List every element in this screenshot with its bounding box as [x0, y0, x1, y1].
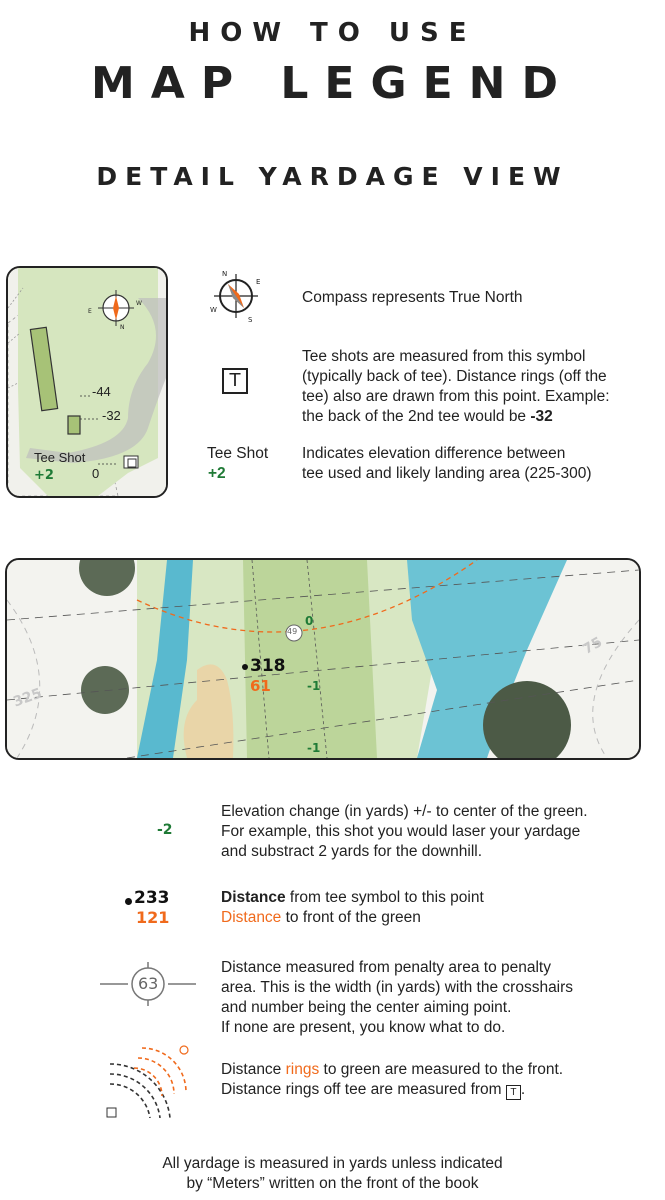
svg-text:W: W: [210, 306, 217, 314]
tee-shot-description-line-2: tee used and likely landing area (225-300): [302, 465, 592, 482]
fairway-elev-minus1-a: -1: [307, 679, 321, 693]
inset-tee-shot-elevation: +2: [34, 468, 54, 483]
tee-shot-value: +2: [208, 465, 226, 482]
distance-line-2-rest: to front of the green: [281, 909, 421, 926]
rings-line-2-text: Distance rings off tee are measured from: [221, 1081, 506, 1098]
tee-shot-description-line-1: Indicates elevation difference between: [302, 445, 566, 462]
rings-tee-symbol: T: [506, 1085, 521, 1100]
rings-description: [221, 1060, 641, 1100]
distance-dot-icon: [125, 898, 132, 905]
fairway-dist-318: 318: [250, 656, 286, 676]
rings-word: rings: [285, 1061, 320, 1078]
rings-description-line-1: [221, 1060, 641, 1080]
distance-word-1: Distance: [221, 889, 286, 906]
penalty-description-line-1: Distance measured from penalty area to penalty: [221, 959, 551, 976]
rings-line-1-rest: to green are measured to the front.: [319, 1061, 564, 1078]
svg-text:S: S: [248, 316, 253, 324]
inset-compass-e: E: [88, 308, 92, 315]
distance-description-line-2: [221, 908, 641, 928]
footer-note: [0, 1154, 665, 1194]
rings-line-2-end: .: [520, 1081, 526, 1098]
tee-description-line-2: (typically back of tee). Distance rings (off the: [302, 368, 607, 385]
penalty-description: [221, 958, 641, 1038]
footer-line-1: All yardage is measured in yards unless indicated: [162, 1155, 503, 1172]
distance-line-1-rest: from tee symbol to this point: [285, 889, 484, 906]
elevation-description: [221, 802, 641, 862]
penalty-value-63: 63: [138, 974, 159, 993]
fairway-elev-minus1-b: -1: [307, 741, 321, 755]
footer-line-2: by “Meters” written on the front of the book: [186, 1175, 479, 1192]
inset-dist-44: -44: [92, 384, 111, 399]
title-how-to-use: HOW TO USE: [188, 18, 477, 48]
distance-description: [221, 888, 641, 928]
svg-text:N: N: [222, 270, 228, 278]
tee-description: [302, 347, 652, 427]
elevation-description-line-3: and substract 2 yards for the downhill.: [221, 843, 483, 860]
distance-description-line-1: [221, 888, 641, 908]
tee-description-example-value: -32: [530, 408, 553, 425]
fairway-dist-61: 61: [250, 677, 271, 695]
svg-text:E: E: [256, 278, 261, 286]
compass-icon: [208, 268, 264, 324]
fairway-map-graphic: [7, 560, 639, 758]
tee-symbol-icon: [222, 368, 248, 394]
elevation-description-line-2: For example, this shot you would laser your yardage: [221, 823, 581, 840]
compass-description: Compass represents True North: [302, 289, 523, 306]
distance-value-121: 121: [136, 908, 170, 927]
fairway-map: [5, 558, 641, 760]
inset-map-graphic: [8, 268, 166, 496]
inset-compass-n: N: [120, 324, 125, 331]
inset-compass-w: W: [136, 300, 142, 307]
fairway-target-49: 49: [287, 627, 298, 636]
elevation-value: -2: [157, 822, 173, 838]
title-map-legend: MAP LEGEND: [90, 58, 575, 109]
distance-rings-icon: [104, 1044, 194, 1118]
rings-description-line-2: [221, 1080, 641, 1100]
tee-shot-description: [302, 444, 652, 484]
tee-description-line-1: Tee shots are measured from this symbol: [302, 348, 586, 365]
tee-description-example: the back of the 2nd tee would be: [302, 408, 531, 425]
fairway-elev-0: 0: [305, 614, 314, 628]
inset-tee-shot-label: Tee Shot: [34, 450, 86, 465]
rings-line-1-start: Distance: [221, 1061, 286, 1078]
inset-map: [6, 266, 168, 498]
inset-dist-0: 0: [92, 466, 100, 481]
distance-value-233: 233: [134, 888, 170, 908]
tee-description-line-3: tee) also are drawn from this point. Example:: [302, 388, 610, 405]
tee-description-line-4: [302, 407, 652, 427]
tee-shot-label: Tee Shot: [207, 445, 269, 462]
tee-symbol-glyph: T: [229, 370, 241, 391]
fairway-ring-75: 75: [580, 634, 606, 658]
distance-word-2: Distance: [221, 909, 282, 926]
penalty-description-line-3: and number being the center aiming point.: [221, 999, 512, 1016]
elevation-description-line-1: Elevation change (in yards) +/- to center of the green.: [221, 803, 588, 820]
subtitle-detail-yardage-view: DETAIL YARDAGE VIEW: [96, 162, 569, 191]
penalty-description-line-4: If none are present, you know what to do.: [221, 1019, 506, 1036]
fairway-ring-325: 325: [11, 685, 45, 711]
inset-dist-32: -32: [102, 408, 121, 423]
penalty-description-line-2: area. This is the width (in yards) with the crosshairs: [221, 979, 574, 996]
